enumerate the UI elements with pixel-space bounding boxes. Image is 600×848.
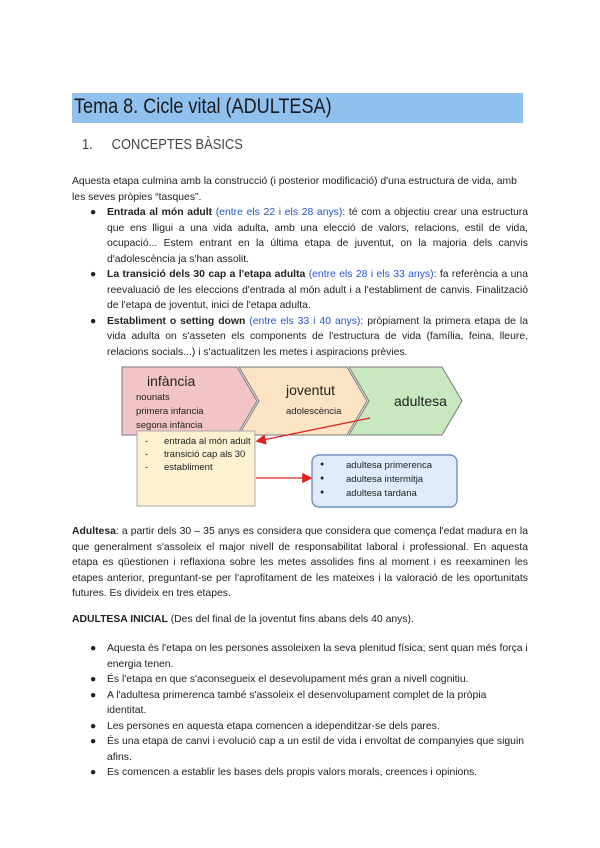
bullet-icon: ● bbox=[90, 689, 97, 701]
right-box-item: adultesa tardana bbox=[346, 488, 417, 499]
infancia-item: primera infancia bbox=[136, 406, 204, 417]
arrow-title-infancia: infància bbox=[147, 373, 196, 389]
list-item bbox=[90, 205, 528, 267]
list-item-text: Les persones en aquesta etapa comencen a idependitzar-se dels pares. bbox=[107, 720, 440, 732]
stage-name: Entrada al món adult bbox=[107, 207, 213, 218]
list-item bbox=[90, 314, 528, 361]
infancia-item: segona infància bbox=[136, 420, 203, 431]
left-box-dash: - bbox=[145, 449, 149, 460]
page-title: Tema 8. Cicle vital (ADULTESA) bbox=[74, 95, 332, 118]
stage-text: : pròpiament la primera etapa de la vida adulta on s'asseten els components de l'estructura de vida (família, feina, lleure, relacions socials...) i s'actualitzen les metes i aspiracions prèvies. bbox=[107, 315, 528, 358]
list-item-text: És l'etapa en que s'aconsegueix el desevolupament més gran a nivell cognitiu. bbox=[107, 674, 469, 685]
stage-text: : té com a objectiu crear una estructura que ens lligui a una vida adulta, amb una elecció de valors, relacions, estil de vida, ocupació... Estem entrant en la última etapa de juventut, on la majoria dels canvis d'adolescència ja s'han assolit. bbox=[107, 207, 528, 265]
stage-name: La transició dels 30 cap a l'etapa adulta bbox=[107, 269, 306, 280]
right-box-item: adultesa primerenca bbox=[346, 460, 433, 471]
inicial-label: ADULTESA INICIAL bbox=[72, 614, 168, 625]
stage-range: (entre els 22 i els 28 anys) bbox=[215, 207, 343, 218]
list-item bbox=[90, 734, 528, 765]
left-box-item: entrada al món adult bbox=[164, 436, 251, 447]
section-number: 1. bbox=[82, 136, 93, 153]
stage-range: (entre els 33 i 40 anys) bbox=[249, 315, 361, 327]
arrow-title-joventut: joventut bbox=[286, 382, 336, 398]
list-item-text: A l'adultesa primerenca també s'assoleix el desenvolupament complet de la pròpia identitat. bbox=[107, 689, 487, 716]
list-item bbox=[90, 267, 528, 314]
adultesa-text: : a partir dels 30 – 35 anys es considera que considera que comença l'edat madura en la que generalment s'assoleix el major nivell de responsabilitat laboral i professional. En aquesta etapa es qüestionen i reflaxiona sobre les metes assolides fins al moment i es reexaminen les etapes anterior, preguntant-se per l'aprofitament de les mateixes i la valoració de les oportunitats futures. Es divideix en tres etapes. bbox=[72, 526, 528, 599]
bullet-icon: ● bbox=[90, 767, 97, 778]
right-box-bullet: ● bbox=[320, 475, 325, 482]
bullet-icon: ● bbox=[90, 269, 97, 280]
bullet-icon: ● bbox=[90, 207, 97, 218]
stages-list bbox=[90, 205, 528, 360]
adultesa-label: Adultesa bbox=[72, 526, 116, 537]
bullet-icon: ● bbox=[90, 315, 97, 327]
list-item-text: És una etapa de canvi i evolució cap a un estil de vida i envoltat de companyies que siguin afins. bbox=[107, 736, 525, 763]
list-item bbox=[90, 672, 528, 688]
intro-paragraph: Aquesta etapa culmina amb la construcció (i posterior modificació) d'una estructura de vida, amb les seves pròpies “tasques”. bbox=[72, 176, 517, 203]
inicial-heading bbox=[72, 612, 528, 628]
list-item-text: Aquesta és l'etapa on les persones assoleixen la seva plenitud física; sent quan més força i energia tenen. bbox=[107, 643, 528, 670]
infancia-item: nounats bbox=[136, 392, 170, 403]
left-box-item: transició cap als 30 bbox=[164, 449, 246, 460]
inicial-list bbox=[90, 641, 528, 781]
left-box-item: establiment bbox=[164, 462, 213, 473]
section-heading bbox=[82, 136, 243, 153]
left-box-dash: - bbox=[145, 436, 149, 447]
stage-range: (entre els 28 i els 33 anys) bbox=[308, 269, 434, 280]
arrow-title-adultesa: adultesa bbox=[394, 393, 447, 409]
inicial-text: (Des del final de la joventut fins abans dels 40 anys). bbox=[167, 614, 414, 625]
bullet-icon: ● bbox=[90, 643, 97, 654]
arrow-joventut bbox=[239, 367, 367, 435]
left-box-dash: - bbox=[145, 462, 149, 473]
bullet-icon: ● bbox=[90, 720, 97, 732]
right-box-item: adultesa intermitja bbox=[346, 474, 424, 485]
list-item bbox=[90, 719, 528, 735]
stage-text: : fa referència a una reevaluació de les eleccions d'entrada al món adult i a l'establiment de canvis. Finalització de l'etapa de joventut, inici de l'etapa adulta. bbox=[107, 269, 528, 311]
life-stages-diagram bbox=[120, 365, 465, 515]
stage-name: Establiment o setting down bbox=[107, 315, 246, 327]
list-item-text: Es comencen a establir les bases dels propis valors morals, creences i opinions. bbox=[107, 767, 478, 778]
right-box-bullet: ● bbox=[320, 461, 325, 468]
list-item bbox=[90, 765, 528, 781]
bullet-icon: ● bbox=[90, 736, 97, 747]
bullet-icon: ● bbox=[90, 674, 97, 685]
right-box-bullet: ● bbox=[320, 489, 325, 496]
section-title: CONCEPTES BÀSICS bbox=[111, 136, 243, 153]
list-item bbox=[90, 641, 528, 672]
joventut-item: adolescència bbox=[286, 406, 342, 417]
list-item bbox=[90, 688, 528, 719]
adultesa-paragraph bbox=[72, 524, 528, 602]
